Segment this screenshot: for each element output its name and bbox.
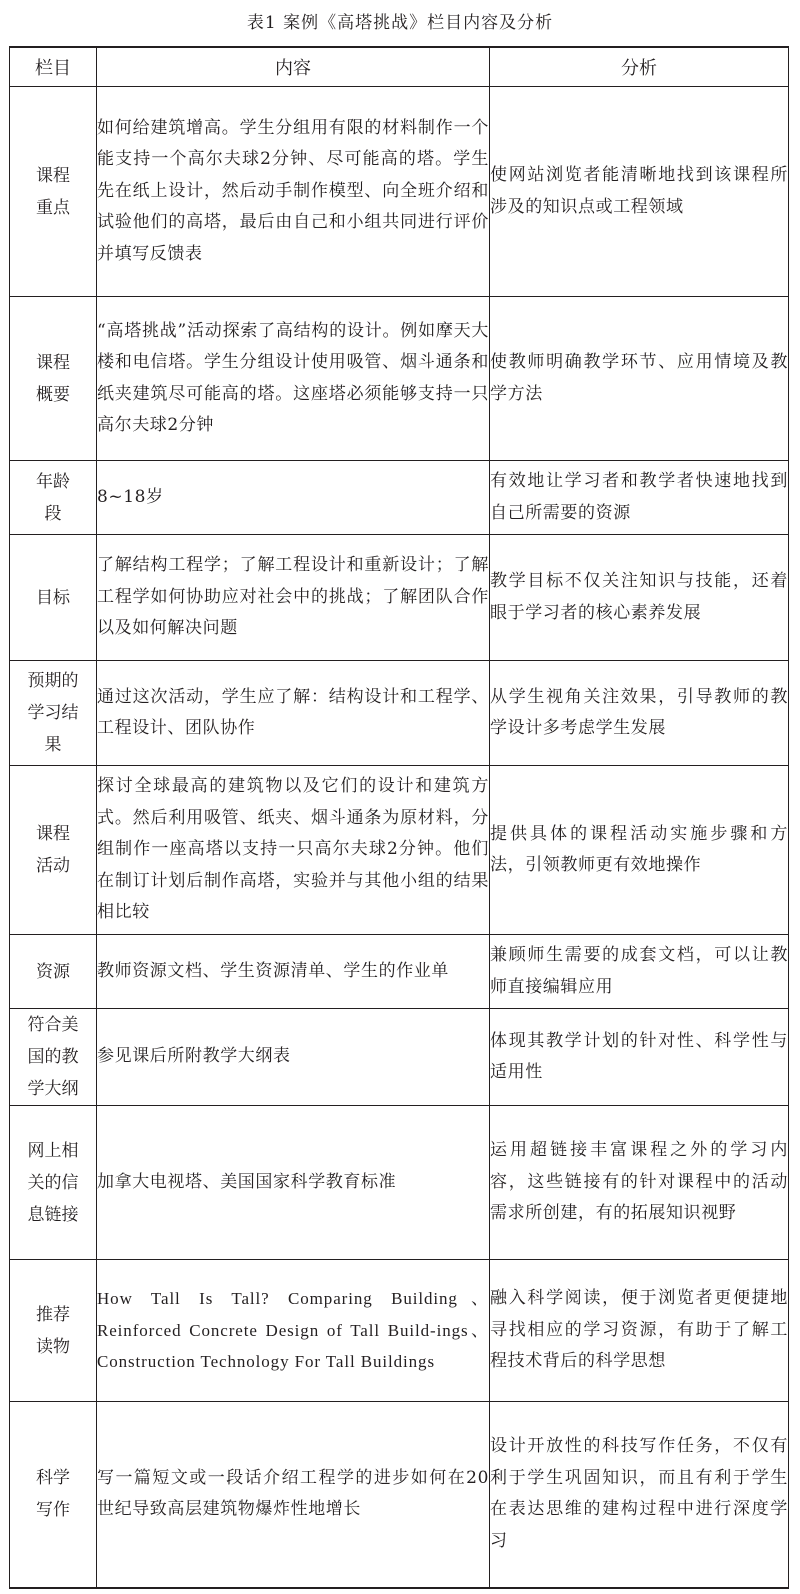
table-row	[10, 1009, 789, 1106]
row-label: 资源	[10, 935, 97, 1009]
row-analysis: 教学目标不仅关注知识与技能，还着眼于学习者的核心素养发展	[490, 535, 789, 661]
row-analysis: 有效地让学习者和教学者快速地找到自己所需要的资源	[490, 461, 789, 535]
row-label: 预期的 学习结 果	[10, 661, 97, 766]
header-analysis: 分析	[490, 47, 789, 87]
row-content: 参见课后所附教学大纲表	[97, 1009, 490, 1106]
header-column: 栏目	[10, 47, 97, 87]
table-row	[10, 661, 789, 766]
row-label: 课程 重点	[10, 87, 97, 297]
row-label: 年龄 段	[10, 461, 97, 535]
row-analysis: 融入科学阅读，便于浏览者更便捷地寻找相应的学习资源，有助于了解工程技术背后的科学思想	[490, 1260, 789, 1402]
table-row	[10, 297, 789, 461]
row-content: “高塔挑战”活动探索了高结构的设计。例如摩天大楼和电信塔。学生分组设计使用吸管、烟斗通条和纸夹建筑尽可能高的塔。这座塔必须能够支持一只高尔夫球2分钟	[97, 297, 490, 461]
row-content: 8~18岁	[97, 461, 490, 535]
table-row	[10, 1402, 789, 1588]
table-row	[10, 461, 789, 535]
row-content: 通过这次活动，学生应了解：结构设计和工程学、工程设计、团队协作	[97, 661, 490, 766]
row-analysis: 设计开放性的科技写作任务，不仅有利于学生巩固知识，而且有利于学生在表达思维的建构过程中进行深度学习	[490, 1402, 789, 1588]
table-row	[10, 535, 789, 661]
table-header-row	[10, 47, 789, 87]
row-analysis: 体现其教学计划的针对性、科学性与适用性	[490, 1009, 789, 1106]
row-label: 课程 活动	[10, 766, 97, 935]
row-analysis: 运用超链接丰富课程之外的学习内容，这些链接有的针对课程中的活动需求所创建，有的拓展知识视野	[490, 1106, 789, 1260]
table-caption: 表1 案例《高塔挑战》栏目内容及分析	[246, 13, 554, 33]
row-label: 推荐 读物	[10, 1260, 97, 1402]
row-content: 了解结构工程学；了解工程设计和重新设计；了解工程学如何协助应对社会中的挑战；了解团队合作以及如何解决问题	[97, 535, 490, 661]
row-analysis: 提供具体的课程活动实施步骤和方法，引领教师更有效地操作	[490, 766, 789, 935]
table-row	[10, 766, 789, 935]
row-content: 如何给建筑增高。学生分组用有限的材料制作一个能支持一个高尔夫球2分钟、尽可能高的塔。学生先在纸上设计，然后动手制作模型、向全班介绍和试验他们的高塔，最后由自己和小组共同进行评价并填写反馈表	[97, 87, 490, 297]
row-analysis: 使网站浏览者能清晰地找到该课程所涉及的知识点或工程领域	[490, 87, 789, 297]
table-row	[10, 1260, 789, 1402]
row-label: 目标	[10, 535, 97, 661]
content-analysis-table	[9, 46, 789, 1589]
row-content: How Tall Is Tall? Comparing Building、Reinforced Concrete Design of Tall Build-ings、Construction Technology For Tall Buildings	[97, 1260, 490, 1402]
row-analysis: 兼顾师生需要的成套文档，可以让教师直接编辑应用	[490, 935, 789, 1009]
row-content: 加拿大电视塔、美国国家科学教育标准	[97, 1106, 490, 1260]
row-label: 网上相 关的信 息链接	[10, 1106, 97, 1260]
row-label: 课程 概要	[10, 297, 97, 461]
row-label: 科学 写作	[10, 1402, 97, 1588]
row-analysis: 使教师明确教学环节、应用情境及教学方法	[490, 297, 789, 461]
row-content: 写一篇短文或一段话介绍工程学的进步如何在20世纪导致高层建筑物爆炸性地增长	[97, 1402, 490, 1588]
row-label: 符合美 国的教 学大纲	[10, 1009, 97, 1106]
table-row	[10, 87, 789, 297]
header-content: 内容	[97, 47, 490, 87]
table-row	[10, 1106, 789, 1260]
row-content: 教师资源文档、学生资源清单、学生的作业单	[97, 935, 490, 1009]
table-row	[10, 935, 789, 1009]
row-analysis: 从学生视角关注效果，引导教师的教学设计多考虑学生发展	[490, 661, 789, 766]
row-content: 探讨全球最高的建筑物以及它们的设计和建筑方式。然后利用吸管、纸夹、烟斗通条为原材料，分组制作一座高塔以支持一只高尔夫球2分钟。他们在制订计划后制作高塔，实验并与其他小组的结果相比较	[97, 766, 490, 935]
